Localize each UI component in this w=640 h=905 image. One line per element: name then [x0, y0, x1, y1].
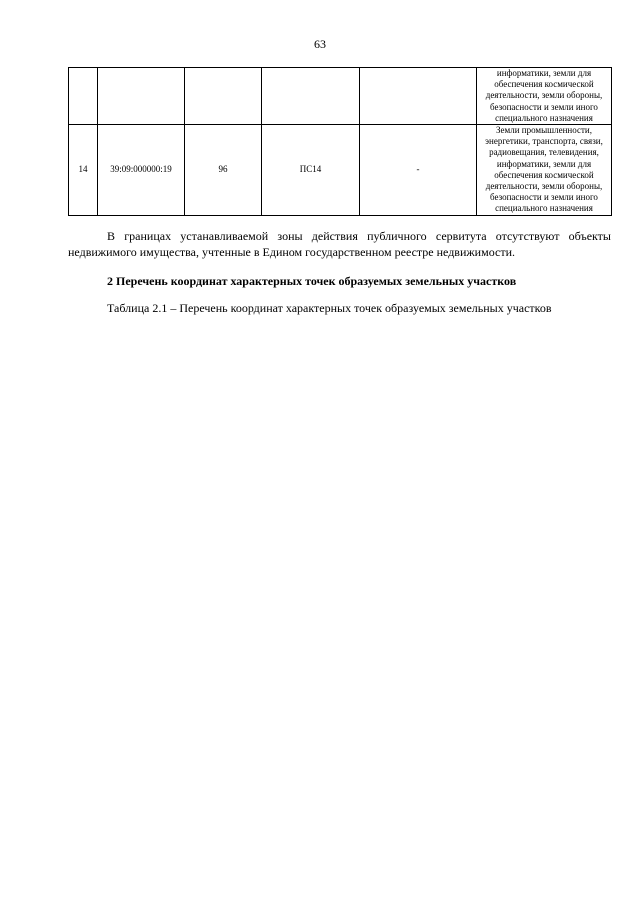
cell-dash: -	[360, 125, 477, 216]
page-number: 63	[314, 37, 326, 51]
cell-land-category: Земли промышленности, энергетики, транспорта, связи, радиовещания, телевидения, информатики, земли для обеспечения космической деятельности, земли обороны, безопасности и земли иного специального назначения	[477, 125, 612, 216]
cell-cadastral-number: 39:09:000000:19	[98, 125, 185, 216]
table-caption: Таблица 2.1 – Перечень координат характерных точек образуемых земельных участков	[107, 301, 552, 315]
section-heading: 2 Перечень координат характерных точек образуемых земельных участков	[107, 274, 517, 288]
cell-dash	[360, 68, 477, 125]
parcels-table	[68, 67, 612, 216]
table-row	[69, 125, 612, 216]
cell-number	[69, 68, 98, 125]
table-row	[69, 68, 612, 125]
cell-number: 14	[69, 125, 98, 216]
cell-area	[185, 68, 262, 125]
body-paragraph: В границах устанавливаемой зоны действия публичного сервитута отсутствуют объекты недвижимого имущества, учтенные в Едином государственном реестре недвижимости.	[68, 229, 611, 259]
cell-area: 96	[185, 125, 262, 216]
cell-cadastral-number	[98, 68, 185, 125]
cell-land-category: информатики, земли для обеспечения космической деятельности, земли обороны, безопасности и земли иного специального назначения	[477, 68, 612, 125]
cell-designation: ПС14	[262, 125, 360, 216]
cell-designation	[262, 68, 360, 125]
